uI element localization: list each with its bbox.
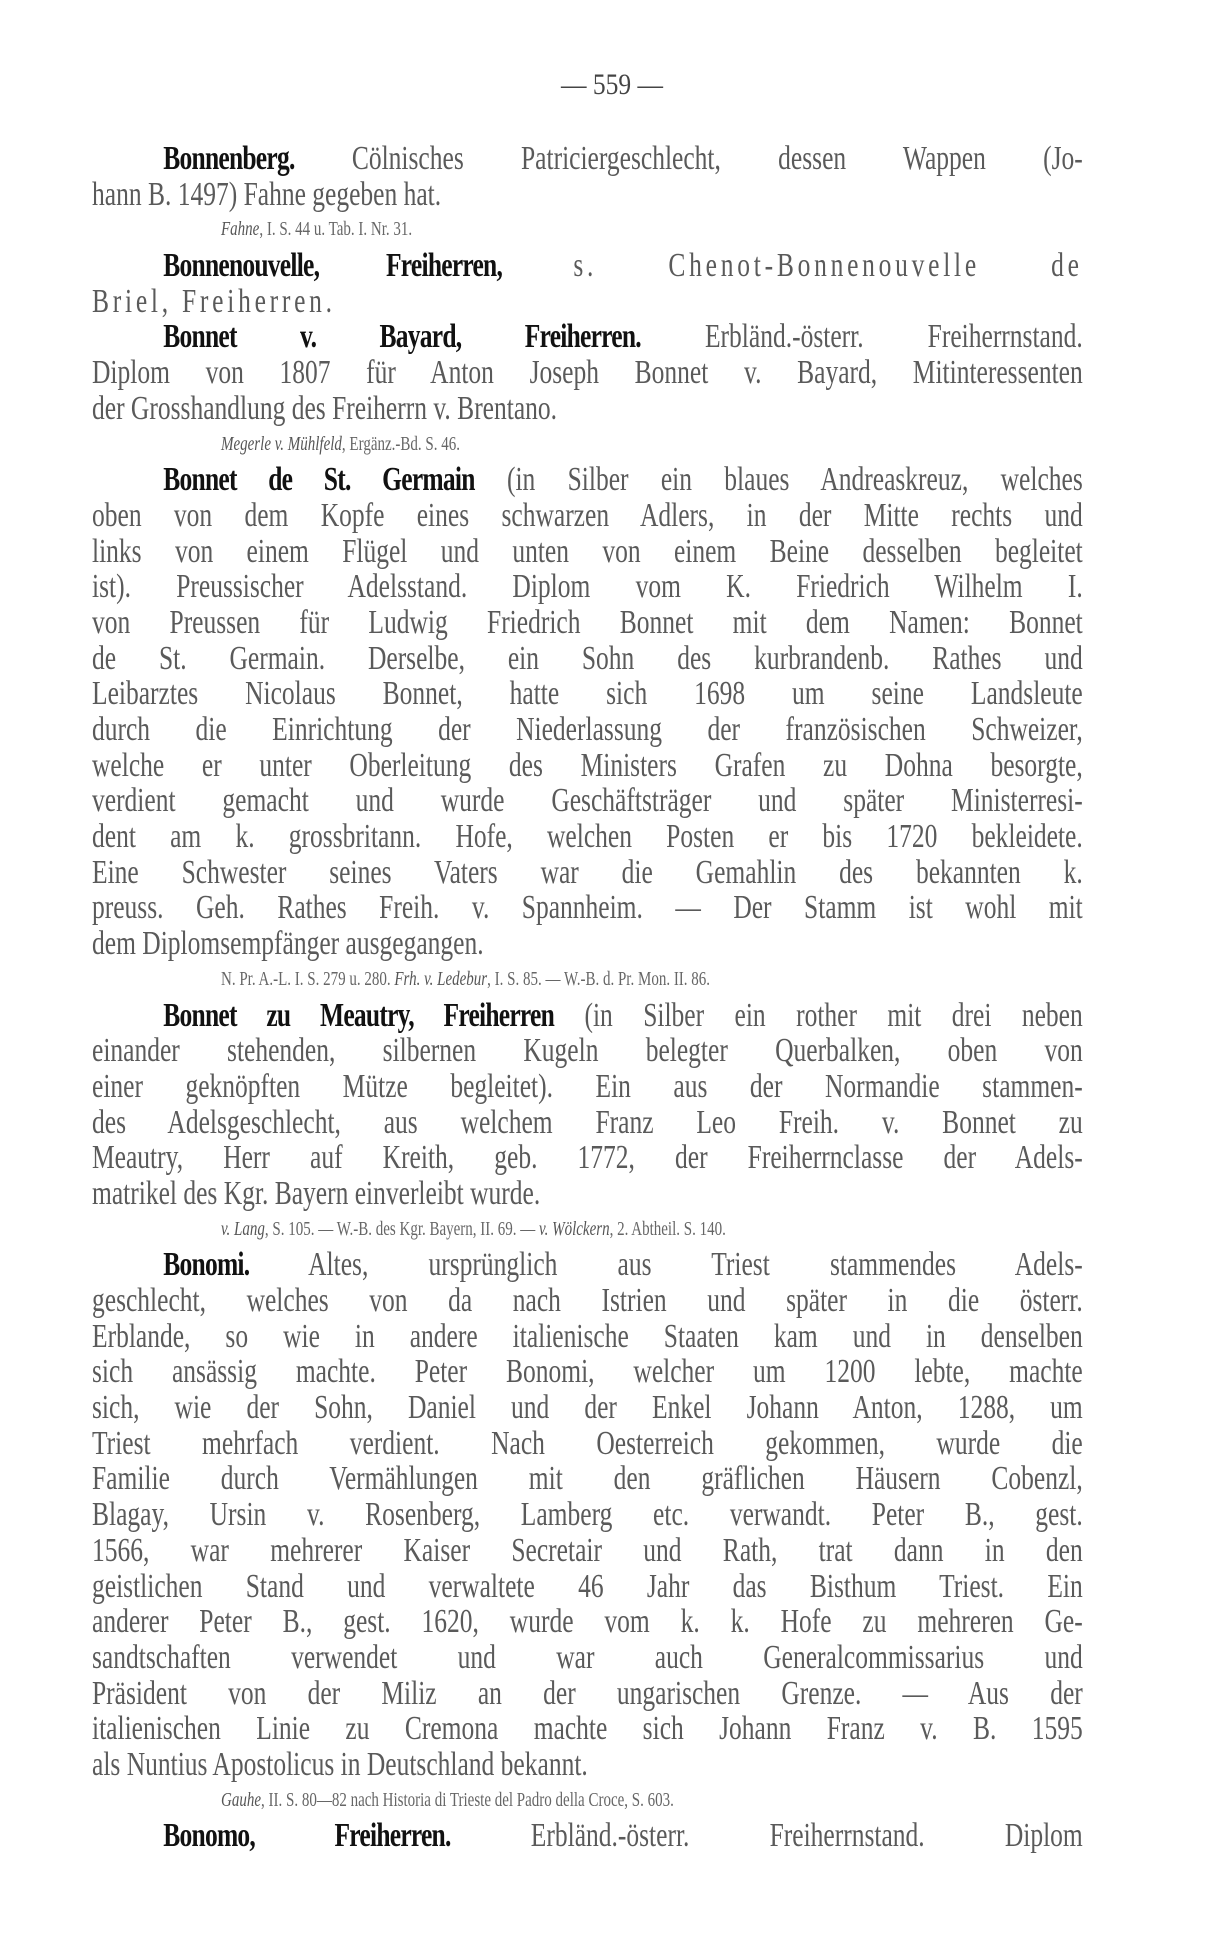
dictionary-entry — [92, 998, 1224, 1248]
reference-author: Gauhe — [221, 1788, 261, 1811]
entry-line — [92, 1533, 1083, 1569]
page-number: — 559 — — [561, 68, 663, 101]
entry-text: (in Silber ein rother mit drei neben — [584, 997, 1083, 1034]
entry-line — [92, 783, 1083, 819]
entry-line — [92, 1176, 1083, 1212]
entry-line — [92, 855, 1083, 891]
entry-reference — [92, 1783, 1212, 1819]
entry-text: Diplom von 1807 für Anton Joseph Bonnet v. Bayard, Mitinteressenten — [92, 355, 1083, 391]
entry-reference — [92, 212, 1212, 248]
entry-headword: Bonnenberg. — [163, 141, 295, 177]
entry-text: Cölnisches Patriciergeschlecht, dessen Wappen (Jo- — [351, 141, 1083, 177]
entry-headword: Bonomo, Freiherren. — [163, 1818, 451, 1854]
entry-headword: Bonnet v. Bayard, Freiherren. — [163, 319, 641, 356]
entry-text: Familie durch Vermählungen mit den gräflichen Häusern Cobenzl, — [92, 1461, 1083, 1498]
entry-line — [92, 1105, 1083, 1141]
entry-text: der Grosshandlung des Freiherrn v. Brentano. — [92, 389, 558, 427]
reference-author: v. Wölckern — [539, 1217, 610, 1240]
dictionary-body — [92, 141, 1224, 1854]
entry-text: de St. Germain. Derselbe, ein Sohn des kurbrandenb. Rathes und — [92, 640, 1083, 677]
entry-first-line — [92, 1818, 1083, 1854]
entry-text: matrikel des Kgr. Bayern einverleibt wurde. — [92, 1174, 541, 1212]
entry-text: ist). Preussischer Adelsstand. Diplom vom K. Friedrich Wilhelm I. — [92, 569, 1083, 605]
reference-text: , II. S. 80—82 nach Historia di Trieste del Padro della Croce, S. 603. — [260, 1788, 674, 1811]
entry-line — [92, 1069, 1083, 1105]
entry-text: von Preussen für Ludwig Friedrich Bonnet mit dem Namen: Bonnet — [92, 604, 1083, 641]
entry-text: preuss. Geh. Rathes Freih. v. Spannheim. — Der Stamm ist wohl mit — [92, 890, 1083, 927]
entry-text: Erbländ.-österr. Freiherrnstand. Diplom — [530, 1818, 1083, 1854]
entry-headword: Bonomi. — [163, 1247, 250, 1283]
reference-text: N. Pr. A.-L. I. S. 279 u. 280. — [221, 967, 395, 990]
entry-line — [92, 1497, 1083, 1533]
reference-author: Fahne — [221, 218, 260, 241]
dictionary-entry — [92, 1247, 1224, 1818]
entry-line — [92, 676, 1083, 712]
reference-text: , Ergänz.-Bd. S. 46. — [341, 432, 460, 455]
entry-text: einer geknöpften Mütze begleitet). Ein aus der Normandie stammen- — [92, 1068, 1083, 1105]
entry-reference — [92, 427, 1212, 463]
entry-line — [92, 1140, 1083, 1176]
entry-text: oben von dem Kopfe eines schwarzen Adlers, in der Mitte rechts und — [92, 497, 1083, 534]
reference-text: , S. 105. — W.-B. des Kgr. Bayern, II. 69. — — [264, 1217, 540, 1240]
reference-text: , I. S. 85. — W.-B. d. Pr. Mon. II. 86. — [487, 967, 711, 990]
entry-text: geistlichen Stand und verwaltete 46 Jahr das Bisthum Triest. Ein — [92, 1568, 1083, 1605]
entry-line — [92, 1711, 1083, 1747]
entry-line — [92, 177, 1083, 213]
dictionary-entry — [92, 141, 1224, 248]
entry-text: sich, wie der Sohn, Daniel und der Enkel Johann Anton, 1288, um — [92, 1390, 1083, 1426]
entry-line — [92, 1426, 1083, 1462]
entry-line — [92, 712, 1083, 748]
entry-text: einander stehenden, silbernen Kugeln belegter Querbalken, oben von — [92, 1033, 1083, 1069]
entry-first-line — [92, 1247, 1083, 1283]
entry-text: sandtschaften verwendet und war auch Generalcommissarius und — [92, 1639, 1083, 1676]
entry-text: Altes, ursprünglich aus Triest stammendes Adels- — [308, 1247, 1083, 1283]
dictionary-entry — [92, 462, 1224, 997]
entry-line — [92, 890, 1083, 926]
entry-text: des Adelsgeschlecht, aus welchem Franz Leo Freih. v. Bonnet zu — [92, 1104, 1083, 1141]
entry-line — [92, 1640, 1083, 1676]
entry-text: Triest mehrfach verdient. Nach Oesterreich gekommen, wurde die — [92, 1425, 1083, 1462]
entry-text: Briel, Freiherren. — [92, 282, 336, 320]
entry-line — [92, 1604, 1083, 1640]
entry-reference — [92, 962, 1212, 998]
reference-text: , I. S. 44 u. Tab. I. Nr. 31. — [259, 218, 413, 241]
entry-headword: Bonnenouvelle, Freiherren, — [163, 248, 503, 284]
entry-text: 1566, war mehrerer Kaiser Secretair und Rath, trat dann in den — [92, 1532, 1083, 1569]
entry-line — [92, 1319, 1083, 1355]
entry-line — [92, 748, 1083, 784]
entry-text: Präsident von der Miliz an der ungarischen Grenze. — Aus der — [92, 1675, 1083, 1712]
entry-line — [92, 1747, 1083, 1783]
entry-line — [92, 355, 1083, 391]
entry-text: dem Diplomsempfänger ausgegangen. — [92, 925, 484, 963]
entry-text: verdient gemacht und wurde Geschäftsträger und später Ministerresi- — [92, 783, 1083, 820]
entry-line — [92, 1354, 1083, 1390]
entry-line — [92, 284, 1083, 320]
entry-text: Meautry, Herr auf Kreith, geb. 1772, der Freiherrnclasse der Adels- — [92, 1140, 1083, 1176]
entry-first-line — [92, 319, 1083, 355]
dictionary-entry — [92, 1818, 1224, 1854]
reference-text: , 2. Abtheil. S. 140. — [609, 1217, 726, 1240]
entry-line — [92, 391, 1083, 427]
entry-text: welche er unter Oberleitung des Ministers Grafen zu Dohna besorgte, — [92, 747, 1083, 784]
dictionary-entry — [92, 248, 1224, 319]
entry-line — [92, 819, 1083, 855]
entry-line — [92, 1033, 1083, 1069]
entry-headword: Bonnet de St. Germain — [163, 462, 475, 498]
entry-line — [92, 498, 1083, 534]
entry-text: als Nuntius Apostolicus in Deutschland bekannt. — [92, 1745, 588, 1783]
entry-text: anderer Peter B., gest. 1620, wurde vom k. k. Hofe zu mehreren Ge- — [92, 1604, 1083, 1640]
entry-text: Erbländ.-österr. Freiherrnstand. — [704, 319, 1083, 356]
entry-line — [92, 569, 1083, 605]
entry-first-line — [92, 248, 1083, 284]
entry-line — [92, 534, 1083, 570]
entry-text: sich ansässig machte. Peter Bonomi, welcher um 1200 lebte, machte — [92, 1354, 1083, 1391]
entry-text: s. Chenot-Bonnenouvelle de — [573, 248, 1083, 284]
entry-first-line — [92, 141, 1083, 177]
entry-first-line — [92, 462, 1083, 498]
entry-line — [92, 1569, 1083, 1605]
entry-text: dent am k. grossbritann. Hofe, welchen Posten er bis 1720 bekleidete. — [92, 819, 1083, 855]
entry-text: Leibarztes Nicolaus Bonnet, hatte sich 1698 um seine Landsleute — [92, 676, 1083, 712]
entry-text: italienischen Linie zu Cremona machte sich Johann Franz v. B. 1595 — [92, 1711, 1083, 1747]
entry-first-line — [92, 998, 1083, 1034]
entry-text: geschlecht, welches von da nach Istrien und später in die österr. — [92, 1283, 1083, 1319]
dictionary-entry — [92, 319, 1224, 462]
entry-line — [92, 1390, 1083, 1426]
entry-text: Erblande, so wie in andere italienische Staaten kam und in denselben — [92, 1318, 1083, 1355]
entry-text: Eine Schwester seines Vaters war die Gemahlin des bekannten k. — [92, 854, 1083, 891]
entry-text: durch die Einrichtung der Niederlassung der französischen Schweizer, — [92, 712, 1083, 748]
entry-line — [92, 926, 1083, 962]
entry-line — [92, 1676, 1083, 1712]
entry-line — [92, 1461, 1083, 1497]
reference-author: v. Lang — [221, 1217, 265, 1240]
reference-author: Megerle v. Mühlfeld — [221, 432, 342, 455]
entry-headword: Bonnet zu Meautry, Freiherren — [163, 997, 555, 1034]
entry-text: (in Silber ein blaues Andreaskreuz, welches — [506, 462, 1083, 498]
entry-text: Blagay, Ursin v. Rosenberg, Lamberg etc. verwandt. Peter B., gest. — [92, 1497, 1083, 1533]
entry-text: hann B. 1497) Fahne gegeben hat. — [92, 175, 442, 213]
entry-line — [92, 605, 1083, 641]
entry-reference — [92, 1212, 1212, 1248]
entry-line — [92, 1283, 1083, 1319]
entry-line — [92, 641, 1083, 677]
reference-author: Frh. v. Ledebur — [394, 967, 488, 990]
entry-text: links von einem Flügel und unten von einem Beine desselben begleitet — [92, 533, 1083, 570]
